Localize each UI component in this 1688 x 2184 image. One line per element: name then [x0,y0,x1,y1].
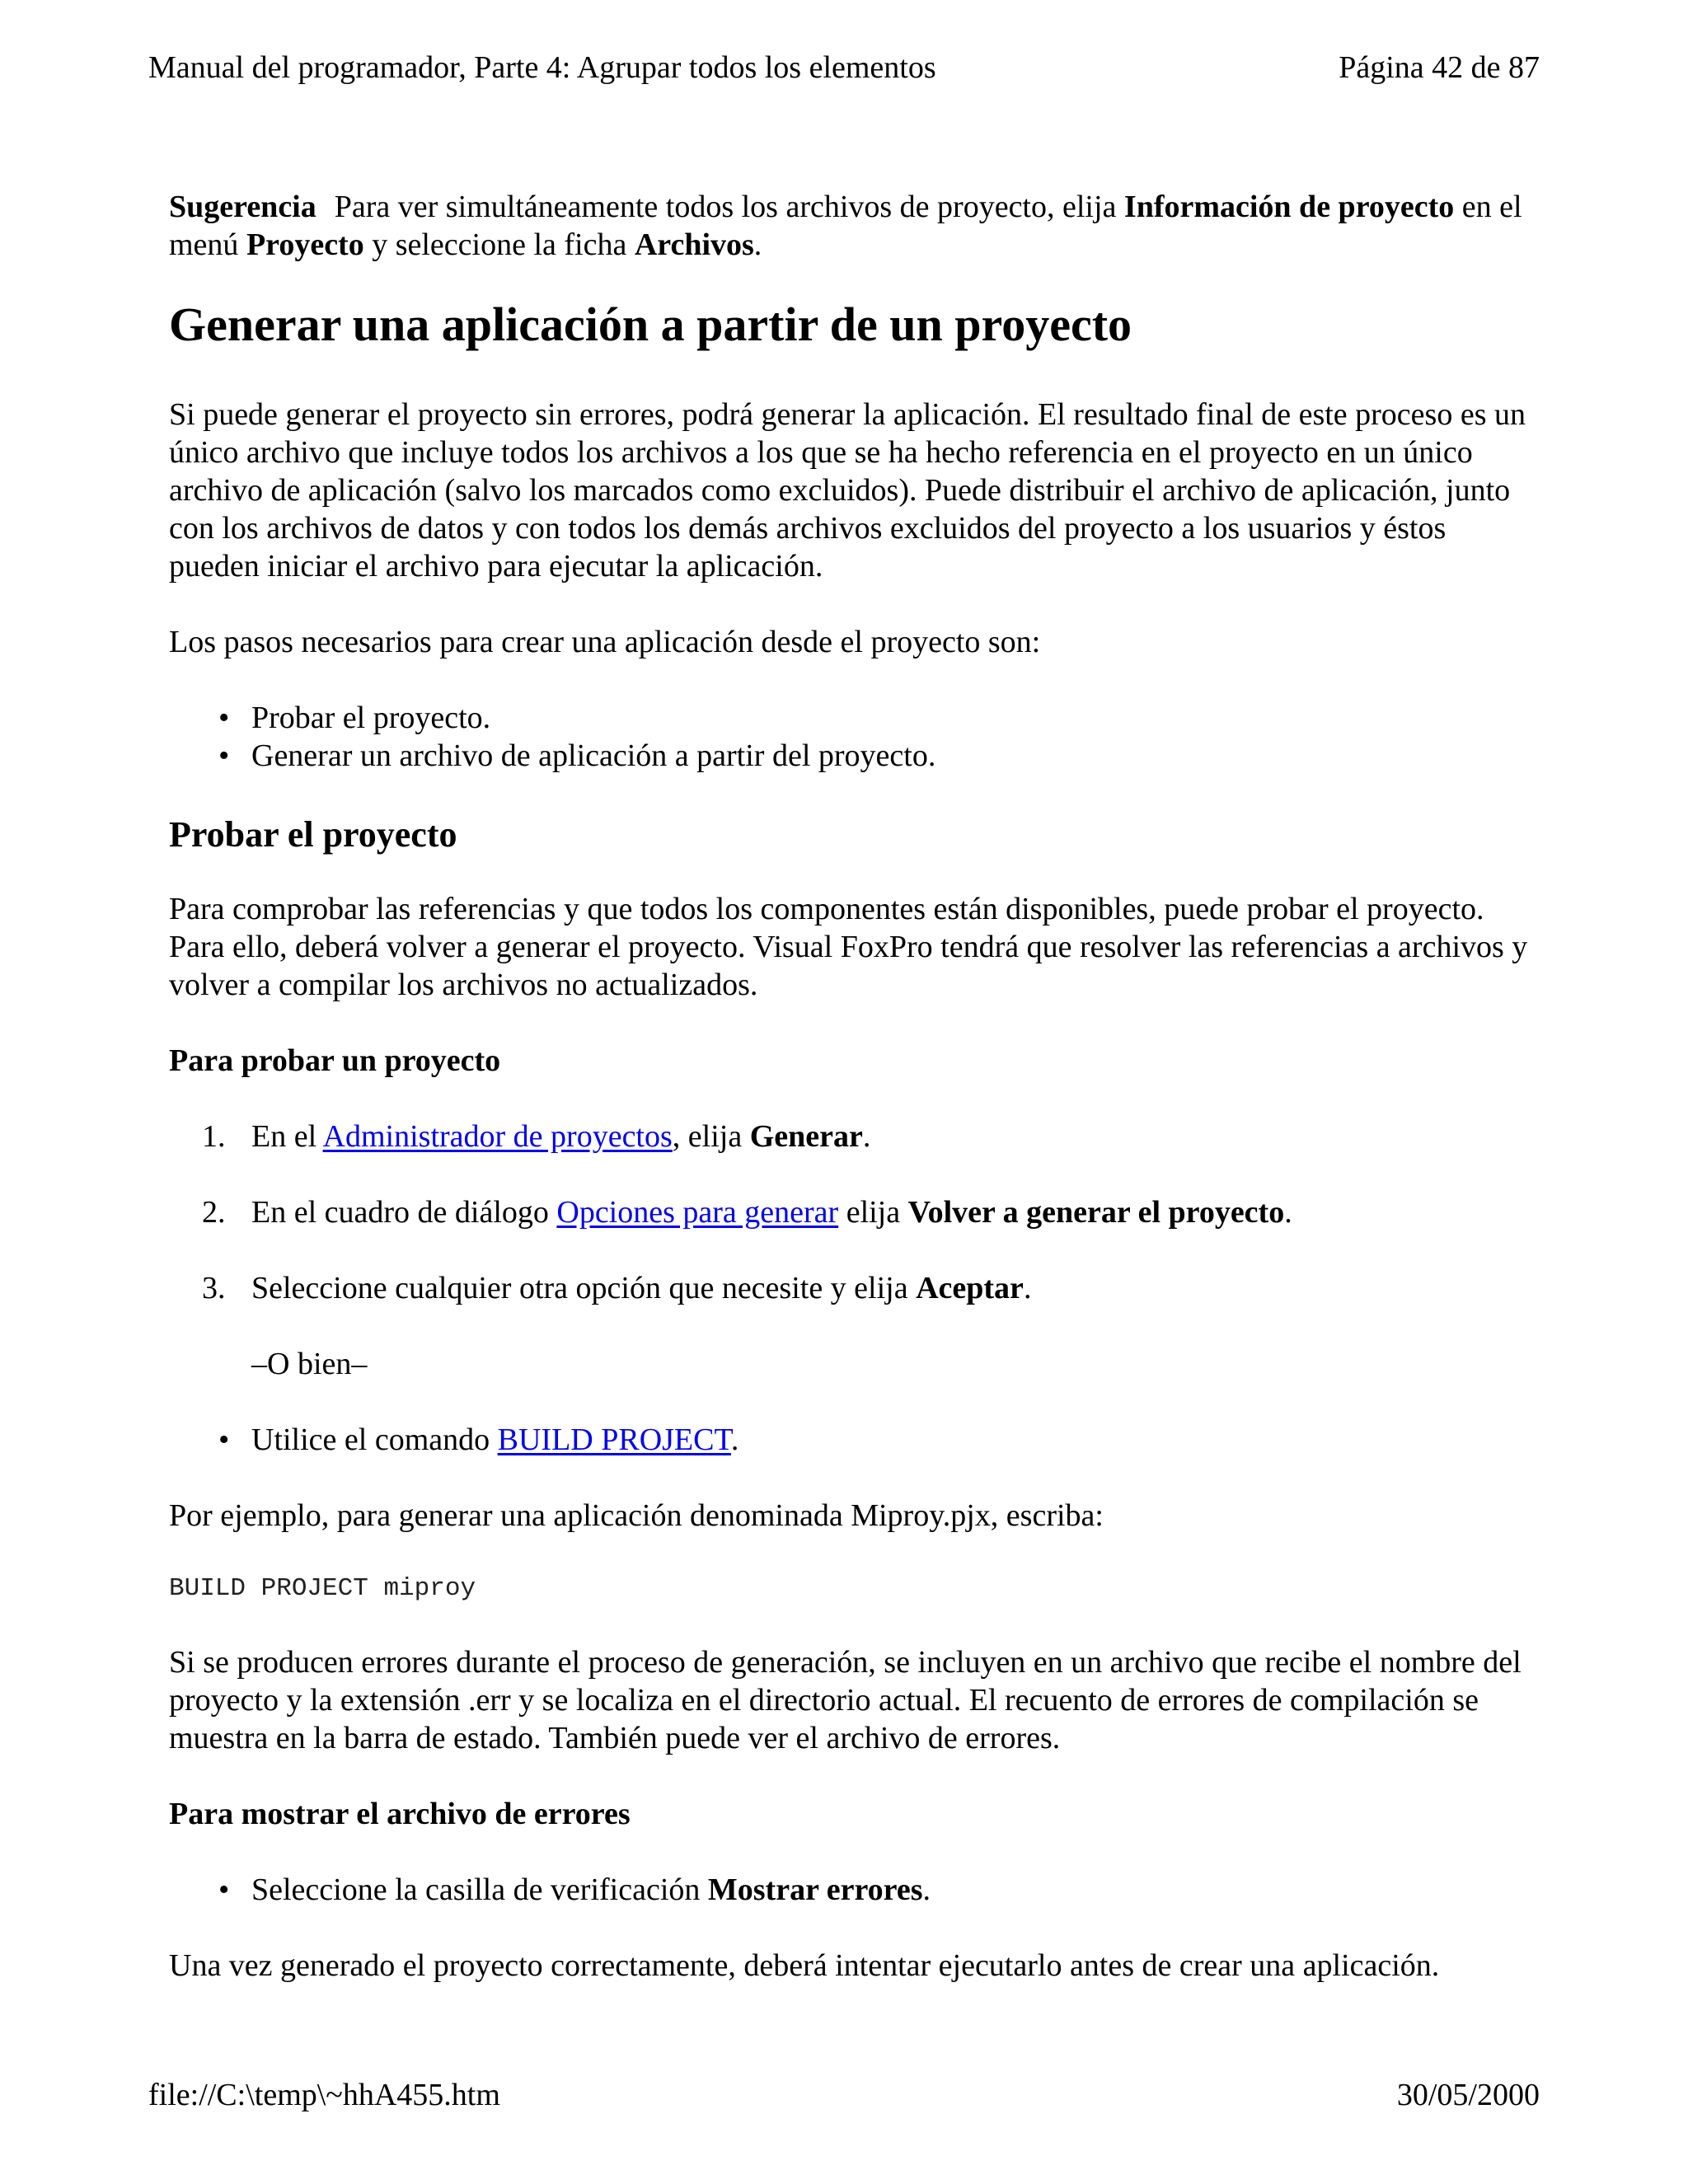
example-paragraph: Por ejemplo, para generar una aplicación denominada Miproy.pjx, escriba: [169,1498,1104,1533]
step-text: , elija [672,1119,750,1154]
list-item [169,1421,1537,1459]
list-item-text: . [730,1422,739,1457]
tip-text: . [753,227,762,262]
errors-bullet-list [169,1871,1537,1909]
tip-bold-tab: Archivos [634,227,754,262]
tip-text: en el menú [169,190,1522,262]
document-body [169,188,1537,2022]
section-heading: Generar una aplicación a partir de un proyecto [169,298,1132,351]
build-options-link[interactable]: Opciones para generar [556,1195,839,1230]
tip-bold-menu: Proyecto [246,227,364,262]
command-bullet-list [169,1421,1537,1459]
tip-label: Sugerencia [169,190,316,224]
step-number: 2. [202,1195,226,1230]
step-bold: Generar [749,1119,863,1154]
list-item [169,699,1537,737]
list-item-text: Utilice el comando [251,1422,498,1457]
build-project-link[interactable]: BUILD PROJECT [497,1422,731,1457]
steps-intro-paragraph: Los pasos necesarios para crear una aplicación desde el proyecto son: [169,625,1041,659]
step-text: En el [251,1119,323,1154]
list-item-text: Generar un archivo de aplicación a partir del proyecto. [251,738,936,773]
step-text: En el cuadro de diálogo [251,1195,557,1230]
header-title: Manual del programador, Parte 4: Agrupar todos los elementos [148,50,936,85]
bullet-icon: • [218,738,230,773]
final-paragraph: Una vez generado el proyecto correctamente, deberá intentar ejecutarlo antes de crear una aplicación. [169,1948,1440,1983]
errors-paragraph: Si se producen errores durante el proceso de generación, se incluyen en un archivo que recibe el nombre del proyecto y la extensión .err y se localiza en el directorio actual. El recuento de errores de compilación se muestra en la barra de estado. También puede ver el archivo de errores. [169,1645,1522,1755]
tip-paragraph [169,188,1537,264]
list-item-text: Probar el proyecto. [251,701,491,735]
step-bold: Volver a generar el proyecto [907,1195,1285,1230]
step-number: 3. [202,1271,226,1305]
step-text: Seleccione cualquier otra opción que necesite y elija [251,1271,917,1305]
list-item-text: . [922,1872,931,1907]
step-text: . [1284,1195,1292,1230]
intro-paragraph: Si puede generar el proyecto sin errores, podrá generar la aplicación. El resultado final de este proceso es un único archivo que incluye todos los archivos a los que se ha hecho referencia en el proyecto en un único archivo de aplicación (salvo los marcados como excluidos). Puede distribuir el archivo de aplicación, junto con los archivos de datos y con todos los demás archivos excluidos del proyecto a los usuarios y éstos pueden iniciar el archivo para ejecutar la aplicación. [169,397,1526,583]
step-text: elija [838,1195,908,1230]
step-text: . [862,1119,871,1154]
list-item-bold: Mostrar errores [707,1872,923,1907]
procedure-step [169,1269,1537,1307]
step-text: . [1023,1271,1032,1305]
list-item [169,737,1537,775]
steps-bullet-list [169,699,1537,775]
subsection-heading: Probar el proyecto [169,814,457,855]
procedure-step [169,1193,1537,1231]
tip-bold-info: Información de proyecto [1123,190,1455,224]
project-manager-link[interactable]: Administrador de proyectos [322,1119,673,1154]
bullet-icon: • [218,1422,230,1457]
header-page-number: Página 42 de 87 [1339,50,1540,85]
or-separator: –O bien– [251,1347,368,1381]
tip-text: Para ver simultáneamente todos los archivos de proyecto, elija [334,190,1124,224]
bullet-icon: • [218,1872,230,1907]
procedure-step [169,1118,1537,1155]
step-bold: Aceptar [916,1271,1024,1305]
procedure-steps [169,1118,1537,1307]
footer-file-path: file://C:\temp\~hhA455.htm [148,2078,500,2112]
footer-date: 30/05/2000 [1396,2078,1540,2112]
procedure-title-errors: Para mostrar el archivo de errores [169,1797,631,1831]
bullet-icon: • [218,701,230,735]
code-sample: BUILD PROJECT miproy [169,1574,476,1603]
list-item-text: Seleccione la casilla de verificación [251,1872,708,1907]
tip-text: y seleccione la ficha [363,227,635,262]
list-item [169,1871,1537,1909]
procedure-title: Para probar un proyecto [169,1043,501,1078]
test-paragraph: Para comprobar las referencias y que todos los componentes están disponibles, puede probar el proyecto. Para ello, deberá volver a generar el proyecto. Visual FoxPro tendrá que resolver las referencias a archivos y volver a compilar los archivos no actualizados. [169,892,1528,1002]
step-number: 1. [202,1119,226,1154]
